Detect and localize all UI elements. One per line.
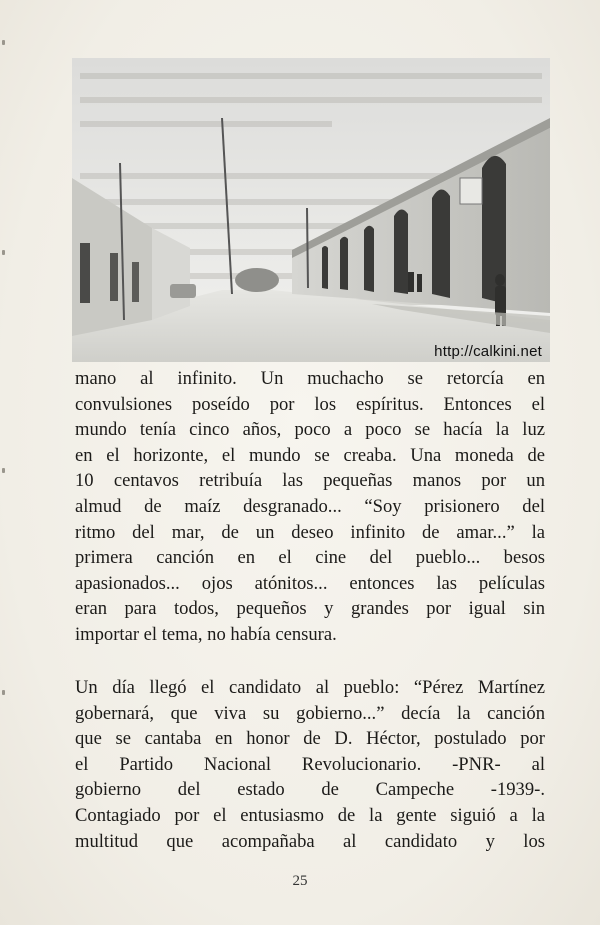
street-photo bbox=[72, 58, 550, 362]
text-line: eran para todos, pequeños y grandes por igual sin bbox=[75, 598, 545, 620]
binding-mark bbox=[2, 250, 5, 255]
text-line: el Partido Nacional Revolucionario. -PNR- al bbox=[75, 753, 545, 775]
text-line: almud de maíz desgranado... “Soy prisionero del bbox=[75, 495, 545, 517]
text-line: ritmo del mar, de un deseo infinito de amar...” la bbox=[75, 521, 545, 543]
text-line: mano al infinito. Un muchacho se retorcía en bbox=[75, 368, 545, 389]
text-line: gobernará, que viva su gobierno...” decía la canción bbox=[75, 702, 545, 724]
text-line: 10 centavos retribuía las pequeñas manos por un bbox=[75, 470, 545, 492]
binding-mark bbox=[2, 468, 5, 473]
text-line: importar el tema, no había censura. bbox=[75, 623, 337, 645]
page-number: 25 bbox=[292, 873, 308, 889]
text-line: primera canción en el cine del pueblo... besos bbox=[75, 547, 545, 569]
text-line: convulsiones poseído por los espíritus. Entonces el bbox=[75, 393, 545, 415]
binding-mark bbox=[2, 690, 5, 695]
text-line: Contagiado por el entusiasmo de la gente siguió a la bbox=[75, 804, 545, 826]
paragraph-2 bbox=[75, 675, 545, 854]
text-line: en el horizonte, el mundo se creaba. Una moneda de bbox=[75, 444, 545, 466]
photo-caption-url: http://calkini.net bbox=[434, 343, 542, 360]
text-line: apasionados... ojos atónitos... entonces las películas bbox=[75, 572, 545, 594]
text-line: que se cantaba en honor de D. Héctor, postulado por bbox=[75, 728, 545, 750]
text-line: gobierno del estado de Campeche -1939-. bbox=[75, 779, 545, 801]
text-line: Un día llegó el candidato al pueblo: “Pérez Martínez bbox=[75, 677, 545, 698]
text-line: mundo tenía cinco años, poco a poco se hacía la luz bbox=[75, 419, 545, 441]
paragraph-1 bbox=[75, 366, 545, 648]
text-line: multitud que acompañaba al candidato y los bbox=[75, 830, 545, 852]
binding-mark bbox=[2, 40, 5, 45]
